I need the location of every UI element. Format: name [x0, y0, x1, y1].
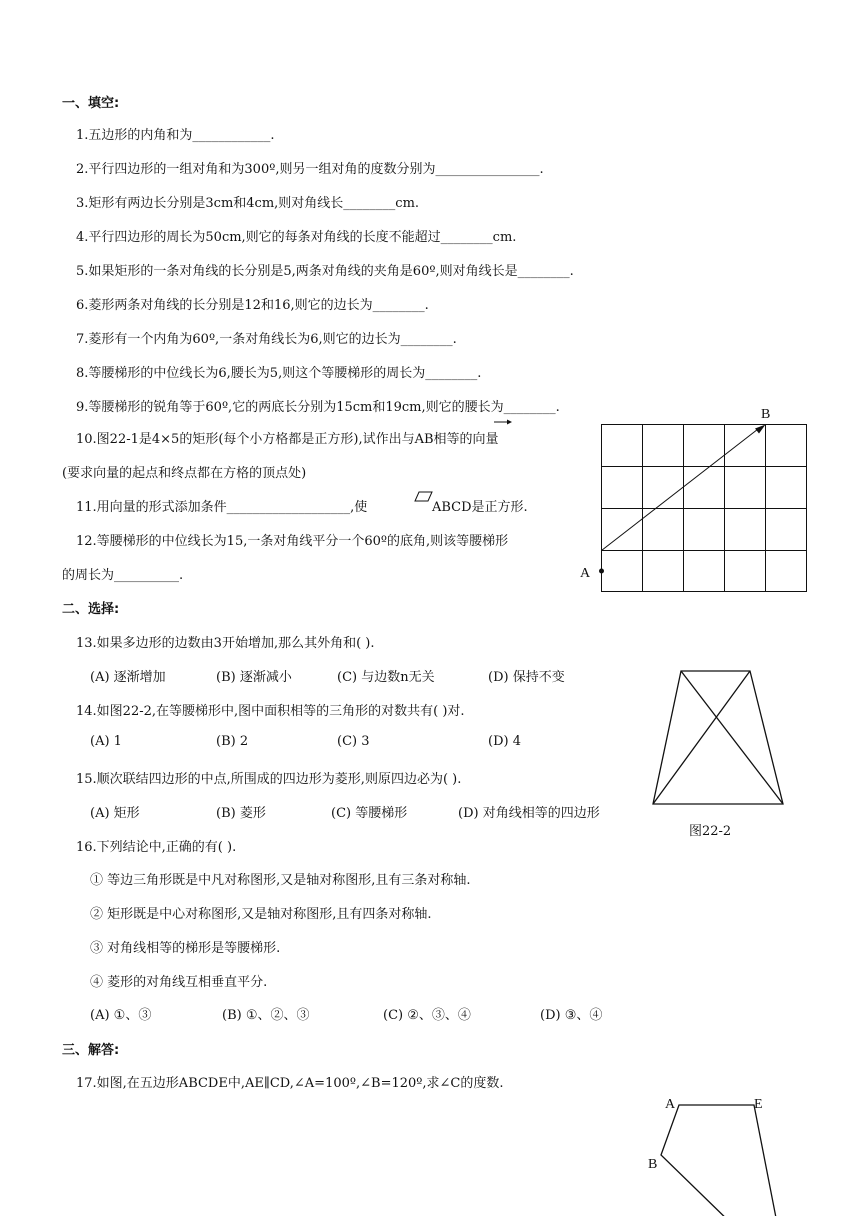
question-7: 7.菱形有一个内角为60º,一条对角线长为6,则它的边长为________.: [76, 332, 457, 347]
q14-option-d: (D) 4: [488, 734, 521, 749]
q16-statement-2: ② 矩形既是中心对称图形,又是轴对称图形,且有四条对称轴.: [90, 907, 432, 922]
q13-option-d: (D) 保持不变: [488, 670, 565, 685]
question-5: 5.如果矩形的一条对角线的长分别是5,两条对角线的夹角是60º,则对角线长是________.: [76, 264, 574, 279]
pentagon-label-b: B: [648, 1157, 658, 1172]
q15-option-a: (A) 矩形: [90, 806, 140, 821]
q14-option-a: (A) 1: [90, 734, 122, 749]
vector-arrowhead: [755, 425, 766, 434]
q15-option-c: (C) 等腰梯形: [331, 806, 408, 821]
parallelogram-icon: [415, 491, 433, 503]
question-6: 6.菱形两条对角线的长分别是12和16,则它的边长为________.: [76, 298, 429, 313]
question-9: 9.等腰梯形的锐角等于60º,它的两底长分别为15cm和19cm,则它的腰长为________.: [76, 400, 560, 415]
q14-option-b: (B) 2: [216, 734, 249, 749]
question-12-line2: 的周长为__________.: [62, 568, 184, 583]
figure-22-2-caption: 图22-2: [689, 824, 732, 839]
q16-option-d: (D) ③、④: [540, 1008, 603, 1023]
question-13: 13.如果多边形的边数由3开始增加,那么其外角和( ).: [76, 636, 375, 651]
section-fill-title: 一、填空:: [62, 96, 120, 111]
q16-statement-4: ④ 菱形的对角线互相垂直平分.: [90, 975, 268, 990]
q16-statement-3: ③ 对角线相等的梯形是等腰梯形.: [90, 941, 281, 956]
section-choice-title: 二、选择:: [62, 602, 120, 617]
question-15: 15.顺次联结四边形的中点,所围成的四边形为菱形,则原四边必为( ).: [76, 772, 462, 787]
q13-option-b: (B) 逐渐减小: [216, 670, 292, 685]
point-a-dot: [599, 569, 604, 574]
question-11-part1: 11.用向量的形式添加条件___________________,使: [76, 500, 368, 515]
q16-statement-1: ① 等边三角形既是中凡对称图形,又是轴对称图形,且有三条对称轴.: [90, 873, 471, 888]
question-11-part2: ABCD是正方形.: [432, 500, 528, 515]
pentagon-label-a: A: [665, 1097, 676, 1112]
q16-option-c: (C) ②、③、④: [383, 1008, 471, 1023]
q15-option-d: (D) 对角线相等的四边形: [458, 806, 600, 821]
grid-figure-22-1: [578, 405, 818, 600]
q16-option-b: (B) ①、②、③: [222, 1008, 310, 1023]
question-17: 17.如图,在五边形ABCDE中,AE∥CD,∠A=100º,∠B=120º,求∠C的度数.: [76, 1076, 504, 1091]
q16-option-a: (A) ①、③: [90, 1008, 152, 1023]
q13-option-c: (C) 与边数n无关: [337, 670, 435, 685]
grid-label-b: B: [761, 407, 771, 422]
pentagon-label-e: E: [754, 1097, 763, 1112]
question-10-line2: (要求向量的起点和终点都在方格的顶点处): [62, 466, 307, 481]
question-4: 4.平行四边形的周长为50cm,则它的每条对角线的长度不能超过________cm.: [76, 230, 517, 245]
grid-label-a: A: [580, 566, 591, 581]
trapezoid-figure-22-2: [650, 668, 790, 808]
question-10-line1: 10.图22-1是4×5的矩形(每个小方格都是正方形),试作出与AB相等的向量: [76, 432, 499, 447]
vector-arrow-icon: [493, 418, 513, 426]
q13-option-a: (A) 逐渐增加: [90, 670, 166, 685]
pentagon-figure: [650, 1095, 790, 1216]
question-12-line1: 12.等腰梯形的中位线长为15,一条对角线平分一个60º的底角,则该等腰梯形: [76, 534, 509, 549]
question-8: 8.等腰梯形的中位线长为6,腰长为5,则这个等腰梯形的周长为________.: [76, 366, 482, 381]
question-16: 16.下列结论中,正确的有( ).: [76, 840, 237, 855]
question-2: 2.平行四边形的一组对角和为300º,则另一组对角的度数分别为________________.: [76, 162, 544, 177]
q14-option-c: (C) 3: [337, 734, 370, 749]
section-solve-title: 三、解答:: [62, 1043, 120, 1058]
q15-option-b: (B) 菱形: [216, 806, 266, 821]
question-1: 1.五边形的内角和为____________.: [76, 128, 275, 143]
question-14: 14.如图22-2,在等腰梯形中,图中面积相等的三角形的对数共有( )对.: [76, 704, 465, 719]
question-3: 3.矩形有两边长分别是3cm和4cm,则对角线长________cm.: [76, 196, 420, 211]
